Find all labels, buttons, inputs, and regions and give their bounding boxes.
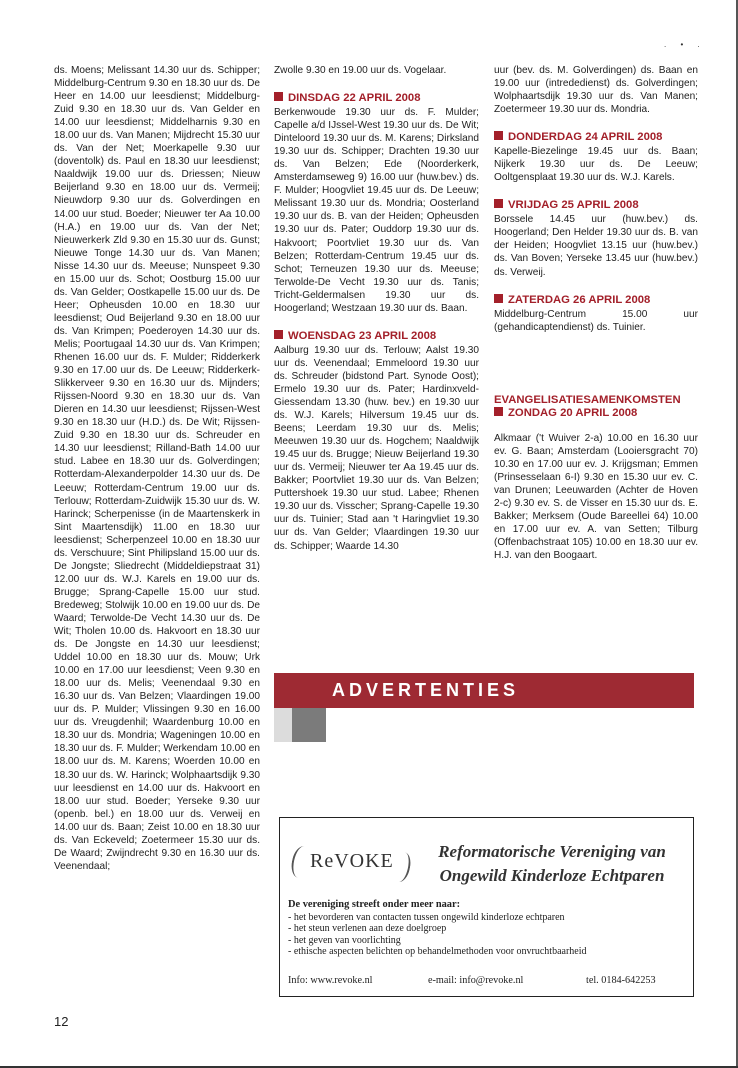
day-heading-label: WOENSDAG 23 APRIL 2008 bbox=[288, 329, 437, 342]
heading-square-icon bbox=[274, 92, 283, 101]
day-text-woensdag: Aalburg 19.30 uur ds. Terlouw; Aalst 19.30 uur ds. Veenendaal; Emmeloord 19.30 uur ds. Schreuder (bidstond Part. Synode Oost); Ermelo 19.30 uur ds. Pater; Hardinxveld-Giessendam 13.30 (huw. bev.) en 19.30 uur ds. W.J. Karels; Hilversum 19.45 uur ds. Beens; Leerdam 19.30 uur ds. Melis; Meeuwen 19.30 uur ds. Hogchem; Naaldwijk 19.45 uur ds. Brugge; Nieuw Beijerland 19.30 uur ds. Vermeij; Nieuwer ter Aa 19.45 uur ds. Bakker; Poortvliet 19.30 uur ds. Van Belzen; Puttershoek 19.30 uur stud. Labee; Rhenen 19.30 uur ds. Visscher; Sprang-Capelle 19.30 uur ds. Tuinier; Stad aan 't Haringvliet 19.30 uur ds. Van Gelder; Vlaardingen 19.30 uur ds. Schipper; Waarde 14.30 bbox=[274, 344, 479, 552]
day-text-donderdag: Kapelle-Biezelinge 19.45 uur ds. Baan; Nijkerk 19.30 uur ds. De Leeuw; Ooltgensplaat 19.30 uur ds. W.J. Karels. bbox=[494, 146, 698, 184]
day-heading-woensdag bbox=[274, 330, 479, 343]
column-3-intro: uur (bev. ds. M. Golverdingen) ds. Baan en 19.00 uur (intrededienst) ds. Golverdingen; Wolphaartsdijk 19.30 uur ds. Van Manen; Zoetermeer 19.30 uur ds. Mondria. bbox=[494, 65, 698, 116]
logo-text: ReVOKE bbox=[310, 850, 394, 872]
heading-square-icon bbox=[494, 294, 503, 303]
day-text-zaterdag: Middelburg-Centrum 15.00 uur (gehandicaptendienst) ds. Tuinier. bbox=[494, 308, 698, 333]
heading-square-icon bbox=[494, 131, 503, 140]
decorative-square-light bbox=[274, 708, 292, 742]
revoke-goals-list bbox=[288, 912, 587, 958]
advertenties-label: ADVERTENTIES bbox=[332, 680, 520, 700]
revoke-logo bbox=[290, 842, 410, 882]
day-heading-label: ZATERDAG 26 APRIL 2008 bbox=[508, 293, 651, 306]
revoke-advertisement bbox=[279, 817, 694, 997]
heading-square-icon bbox=[494, 407, 503, 416]
logo-arc-right-icon bbox=[391, 851, 413, 884]
list-item: - het steun verlenen aan deze doelgroep bbox=[288, 923, 447, 935]
website-link[interactable]: Info: www.revoke.nl bbox=[288, 975, 373, 986]
phone-number: tel. 0184-642253 bbox=[586, 975, 656, 986]
day-heading-label: DONDERDAG 24 APRIL 2008 bbox=[508, 131, 663, 144]
day-heading-zondag bbox=[494, 407, 698, 420]
day-heading-donderdag bbox=[494, 131, 698, 144]
day-heading-zaterdag bbox=[494, 294, 698, 307]
column-2 bbox=[274, 64, 479, 553]
day-heading-label: DINSDAG 22 APRIL 2008 bbox=[288, 92, 421, 105]
column-1 bbox=[54, 64, 260, 873]
email-link[interactable]: e-mail: info@revoke.nl bbox=[428, 975, 524, 986]
revoke-title bbox=[417, 840, 687, 888]
advertenties-banner bbox=[274, 673, 694, 708]
list-item: - ethische aspecten belichten op behandelmethoden voor onvruchtbaarheid bbox=[288, 946, 587, 958]
column-1-text: ds. Moens; Melissant 14.30 uur ds. Schipper; Middelburg-Centrum 9.30 en 18.30 uur ds. De Heer en 14.00 uur leesdienst; Middelburg-Zuid 9.30 en 18.30 uur ds. Van Gelder en 14.00 uur leesdienst; Middelharnis 9.30 en 18.00 uur ds. Van Manen; Mijdrecht 15.30 uur ds. Van der Net; Moerkapelle 9.30 uur (doventolk) ds. Paul en 18.30 uur leesdienst; Naaldwijk 19.00 uur ds. Driessen; Nieuw Beijerland 9.30 en 18.00 uur ds. Vermeij; Nieuwdorp 9.30 uur ds. Golverdingen en 14.00 uur stud. Boeder; Nieuwer ter Aa 10.00 (H.A.) en 19.00 uur ds. Van der Net; Nieuwerkerk Zld 9.30 en 15.30 uur ds. Gunst; Nieuwe Tonge 14.30 uur ds. Van Manen; Nisse 14.30 uur ds. Meeuse; Nunspeet 9.30 en 15.00 uur ds. Schot; Oostburg 15.00 uur ds. Van Gelder; Oostkapelle 15.00 uur ds. De Heer; Opheusden 10.00 en 18.30 uur leesdienst; Oud Beijerland 9.30 en 18.00 uur ds. Van Krimpen; Poederoyen 14.30 uur ds. Melis; Poortugaal 14.30 uur ds. Van Krimpen; Rhenen 16.00 uur ds. F. Mulder; Ridderkerk 9.30 en 17.00 uur ds. De Leeuw; Ridderkerk-Slikkerveer 9.30 en 16.30 uur ds. Mijnders; Rijssen-Noord 9.30 en 18.30 uur ds. Van Dieren en 14.30 uur leesdienst; Rijssen-West 9.30 en 18.30 uur (H.D.) ds. De Wit; Rijssen-Zuid 9.30 en 18.30 uur ds. Schreuder en 14.30 uur leesdienst; Rilland-Bath 14.00 uur stud. Labee en 18.30 uur ds. Golverdingen; Rotterdam-Alexanderpolder 14.30 uur ds. De Leeuw; Rotterdam-Centrum 19.00 uur ds. Terlouw; Rotterdam-Zuidwijk 15.30 uur ds. W. Harinck; Scherpenisse (in de Maartenskerk in Sint Maartensdijk) 11.00 en 18.30 uur leesdienst; Scherpenzeel 10.00 en 18.30 uur ds. Verschuure; Sint Philipsland 15.00 uur ds. De Jongste; Sliedrecht (Middeldiepstraat 31) 12.00 uur ds. W.J. Karels en 19.00 uur ds. Brugge; Sprang-Capelle 15.00 uur stud. Bredeweg; Stolwijk 10.00 en 19.00 uur ds. De Waard; Terwolde-De Vecht 14.30 uur ds. De Wit; Tholen 10.00 ds. Hakvoort en 18.30 uur ds. De Jongste en 14.30 uur leesdienst; Uddel 10.00 en 18.30 uur ds. Mouw; Urk 10.00 en 17.00 uur leesdienst; Veen 9.30 en 18.00 uur ds. Melis; Veenendaal 9.30 en 16.30 uur ds. Van Belzen; Vlaardingen 19.00 uur ds. P. Mulder; Vlissingen 9.30 en 16.00 uur ds. Vreugdenhil; Waardenburg 10.00 en 18.30 uur ds. Mondria; Wageningen 10.00 en 18.30 uur ds. F. Mulder; Werkendam 10.00 en 18.00 uur ds. M. Karens; Woerden 10.00 en 18.30 uur ds. W. Harinck; Wolphaartsdijk 9.30 uur leesdienst en 14.00 uur ds. Hakvoort en 18.00 uur stud. Boeder; Yerseke 9.30 uur (openb. bel.) en 18.00 uur ds. Verweij en 14.00 uur ds. Baan; Zeist 10.00 en 18.30 uur ds. Van Eckeveld; Zoetermeer 15.30 uur ds. De Waard; Zwijndrecht 9.30 en 16.30 uur ds. Veenendaal; bbox=[54, 65, 260, 872]
section-title-evangelisatie: EVANGELISATIESAMENKOMSTEN bbox=[494, 393, 681, 406]
decorative-square bbox=[292, 708, 326, 742]
heading-square-icon bbox=[274, 330, 283, 339]
day-text-vrijdag: Borssele 14.45 uur (huw.bev.) ds. Hoogerland; Den Helder 19.30 uur ds. B. van der Heiden; Hoogvliet 13.15 uur (huw.bev.) ds. Van Boven; Yerseke 13.45 uur (huw.bev.) ds. Verweij. bbox=[494, 214, 698, 278]
revoke-title-line-1: Reformatorische Vereniging van bbox=[438, 842, 666, 861]
column-3 bbox=[494, 64, 698, 562]
list-item: - het bevorderen van contacten tussen ongewild kinderloze echtparen bbox=[288, 912, 565, 923]
page-number: 12 bbox=[54, 1014, 69, 1029]
day-heading-dinsdag bbox=[274, 92, 479, 105]
day-heading-label: VRIJDAG 25 APRIL 2008 bbox=[508, 199, 639, 212]
day-heading-vrijdag bbox=[494, 199, 698, 212]
revoke-title-line-2: Ongewild Kinderloze Echtparen bbox=[439, 866, 665, 885]
column-2-intro: Zwolle 9.30 en 19.00 uur ds. Vogelaar. bbox=[274, 65, 447, 76]
revoke-intro: De vereniging streeft onder meer naar: bbox=[288, 899, 461, 910]
scan-specks: . • . bbox=[664, 40, 706, 49]
list-item: - het geven van voorlichting bbox=[288, 934, 401, 946]
heading-square-icon bbox=[494, 199, 503, 208]
day-text-dinsdag: Berkenwoude 19.30 uur ds. F. Mulder; Capelle a/d IJssel-West 19.30 uur ds. De Wit; Dinteloord 19.30 uur ds. M. Karens; Dirksland 19.30 uur ds. Schipper; Drachten 19.30 uur ds. Van Belzen; Ede (Noorderkerk, Amsterdamseweg 9) 16.00 uur (huw.bev.) ds. F. Mulder; Hoogvliet 19.45 uur ds. De Leeuw; Melissant 19.30 uur ds. Mondria; Oosterland 19.30 uur ds. B. van der Heiden; Opheusden 19.30 uur ds. Pater; Ouddorp 19.30 uur ds. Hakvoort; Poortvliet 19.30 uur ds. Van Belzen; Rotterdam-Centrum 19.45 uur ds. Schot; Terneuzen 19.30 uur ds. Meeuse; Terwolde-De Vecht 19.30 uur ds. Tanis; Tricht-Geldermalsen 19.30 uur ds. Hoogerland; Westzaan 19.30 uur ds. Baan. bbox=[274, 107, 479, 314]
day-heading-label: ZONDAG 20 APRIL 2008 bbox=[508, 406, 638, 419]
day-text-evangelisatie: Alkmaar ('t Wuiver 2-a) 10.00 en 16.30 uur ev. G. Baan; Amsterdam (Looiersgracht 70) 10.30 en 17.00 uur ev. J. Krijgsman; Emmen (Prinsesselaan 6-I) 9.30 en 15.30 uur ev. C. van Drunen; Leeuwarden (Achter de Hoven 2-c) 9.30 ev. S. de Visser en 15.30 uur ds. E. Bakker; Merksem (Oude Bareellei 64) 10.00 en 17.00 uur ev. A. van Setten; Tilburg (Offenbachstraat 105) 10.00 en 18.30 uur ev. H.J. van den Boogaart. bbox=[494, 432, 698, 562]
